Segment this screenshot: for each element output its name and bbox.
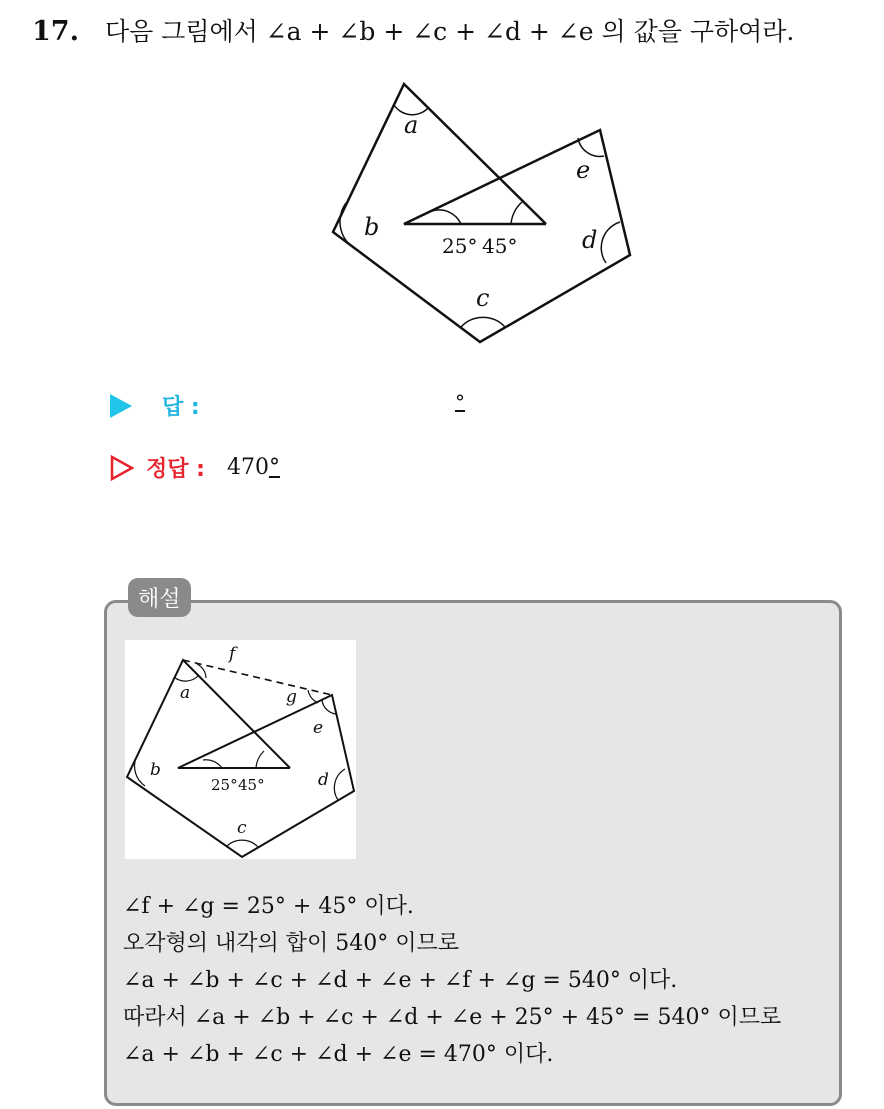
correct-number: 470 xyxy=(226,455,269,480)
solution-text xyxy=(123,888,781,1073)
correct-unit: ° xyxy=(268,455,280,480)
correct-value xyxy=(227,455,280,480)
sol-label-a: a xyxy=(180,683,191,703)
solution-line: ∠a + ∠b + ∠c + ∠d + ∠e + ∠f + ∠g = 540° 이다. xyxy=(123,968,678,993)
sol-label-b: b xyxy=(150,760,161,780)
problem-text: 다음 그림에서 ∠a + ∠b + ∠c + ∠d + ∠e 의 값을 구하여라. xyxy=(104,17,795,46)
label-a: a xyxy=(404,111,419,139)
sol-label-c: c xyxy=(237,818,247,838)
arc-d xyxy=(601,222,620,263)
solution-tag: 해설 xyxy=(128,578,191,617)
label-e: e xyxy=(576,156,591,184)
sol-label-e: e xyxy=(313,718,324,738)
sol-label-g: g xyxy=(286,687,297,707)
correct-label: 정답 : xyxy=(146,457,205,482)
label-angle-45: 45° xyxy=(482,234,518,258)
arc-45 xyxy=(511,202,522,224)
answer-blank[interactable]: ° xyxy=(455,390,465,414)
arc-e xyxy=(578,138,604,156)
arc-b xyxy=(340,203,357,250)
arc-c xyxy=(461,317,505,327)
arc-25 xyxy=(432,210,461,224)
solution-line: ∠a + ∠b + ∠c + ∠d + ∠e = 470° 이다. xyxy=(123,1042,554,1067)
sol-label-angle-45: 45° xyxy=(238,776,265,794)
correct-answer-row xyxy=(110,452,280,483)
label-d: d xyxy=(582,226,598,254)
sol-label-d: d xyxy=(318,770,329,790)
label-b: b xyxy=(364,213,380,241)
solution-line: 따라서 ∠a + ∠b + ∠c + ∠d + ∠e + 25° + 45° = 540° 이므로 xyxy=(123,1005,782,1030)
answer-label: 답 : xyxy=(162,395,200,420)
answer-row xyxy=(110,390,200,421)
sol-label-angle-25: 25° xyxy=(211,776,238,794)
label-angle-25: 25° xyxy=(442,234,478,258)
problem-number: 17. xyxy=(32,16,79,47)
solution-line: ∠f + ∠g = 25° + 45° 이다. xyxy=(123,894,414,919)
sol-label-f: f xyxy=(229,644,236,664)
label-c: c xyxy=(476,284,490,312)
problem-header xyxy=(32,12,794,48)
triangle-outline-icon xyxy=(110,455,134,481)
triangle-right-icon xyxy=(110,394,132,418)
solution-figure xyxy=(125,640,356,859)
solution-line: 오각형의 내각의 합이 540° 이므로 xyxy=(123,931,459,956)
main-figure xyxy=(320,78,640,348)
